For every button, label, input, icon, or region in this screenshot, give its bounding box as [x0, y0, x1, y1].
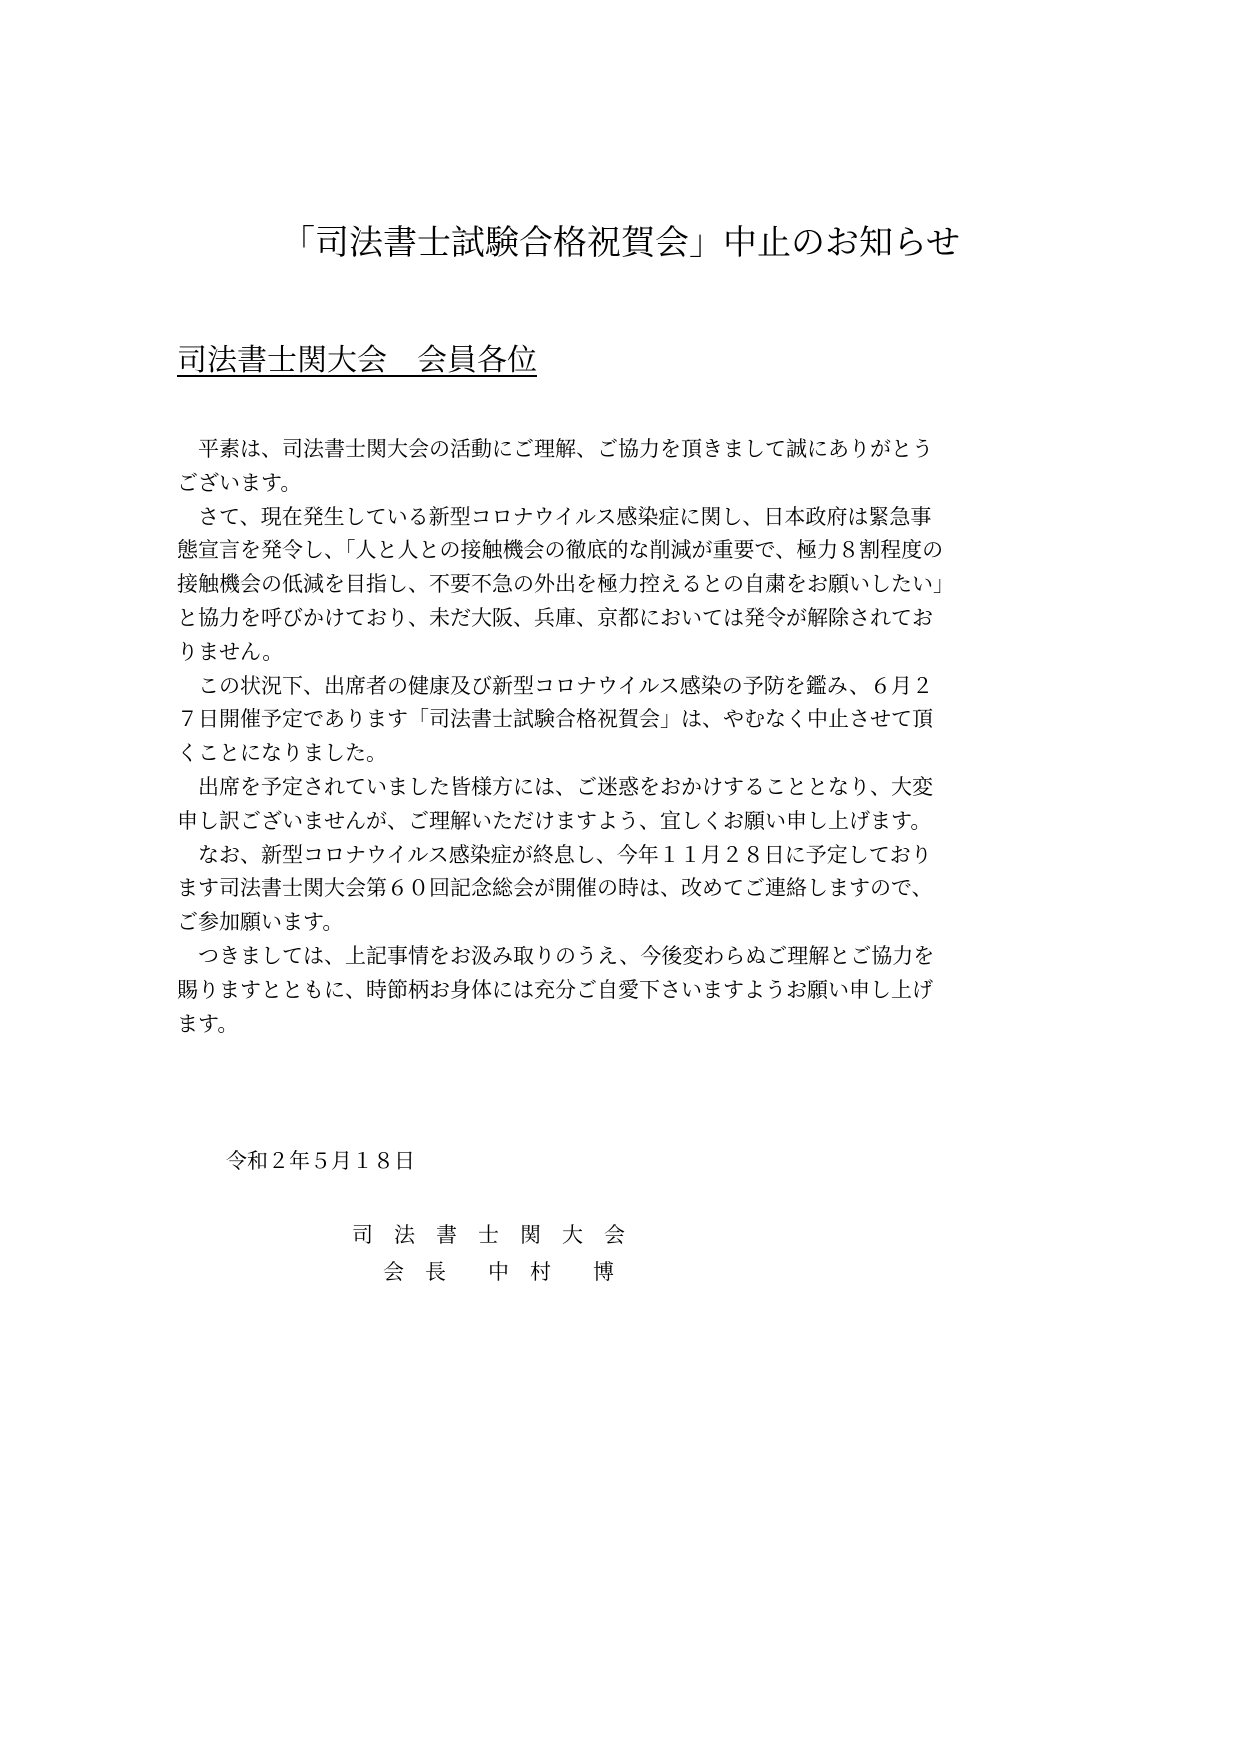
body-line: ご参加願います。	[177, 910, 344, 935]
body-line: つきましては、上記事情をお汲み取りのうえ、今後変わらぬご理解とご協力を	[177, 943, 935, 968]
body-line: なお、新型コロナウイルス感染症が終息し、今年１１月２８日に予定しており	[177, 842, 932, 867]
body-line: と協力を呼びかけており、未だ大阪、兵庫、京都においては発令が解除されてお	[177, 605, 933, 630]
sender-organization: 司 法 書 士 関 大 会	[352, 1223, 625, 1247]
body-line: 出席を予定されていました皆様方には、ご迷惑をおかけすることとなり、大変	[177, 774, 933, 799]
body-line: ございます。	[177, 470, 302, 495]
body-line: ７日開催予定であります「司法書士試験合格祝賀会」は、やむなく中止させて頂	[177, 707, 933, 732]
body-line: 接触機会の低減を目指し、不要不急の外出を極力控えるとの自粛をお願いしたい」	[177, 572, 954, 597]
addressee-heading: 司法書士関大会 会員各位	[177, 343, 537, 378]
body-line: さて、現在発生している新型コロナウイルス感染症に関し、日本政府は緊急事	[177, 504, 932, 529]
body-line: 平素は、司法書士関大会の活動にご理解、ご協力を頂きまして誠にありがとう	[177, 437, 933, 461]
body-line: ます。	[177, 1011, 239, 1036]
body-line: りません。	[177, 639, 284, 664]
document-title: 「司法書士試験合格祝賀会」中止のお知らせ	[281, 223, 960, 263]
sender-chairperson: 会 長 中 村 博	[383, 1260, 614, 1284]
issue-date: 令和２年５月１８日	[226, 1149, 415, 1173]
body-line: くことになりました。	[177, 741, 387, 766]
body-line: 賜りますとともに、時節柄お身体には充分ご自愛下さいますようお願い申し上げ	[177, 977, 933, 1002]
letter-body	[177, 433, 1077, 1041]
body-line: ます司法書士関大会第６０回記念総会が開催の時は、改めてご連絡しますので、	[177, 876, 933, 901]
body-line: 態宣言を発令し、「人と人との接触機会の徹底的な削減が重要で、極力８割程度の	[177, 538, 944, 563]
body-line: 申し訳ございませんが、ご理解いただけますよう、宜しくお願い申し上げます。	[177, 808, 932, 833]
body-line: この状況下、出席者の健康及び新型コロナウイルス感染の予防を鑑み、６月２	[177, 673, 933, 698]
